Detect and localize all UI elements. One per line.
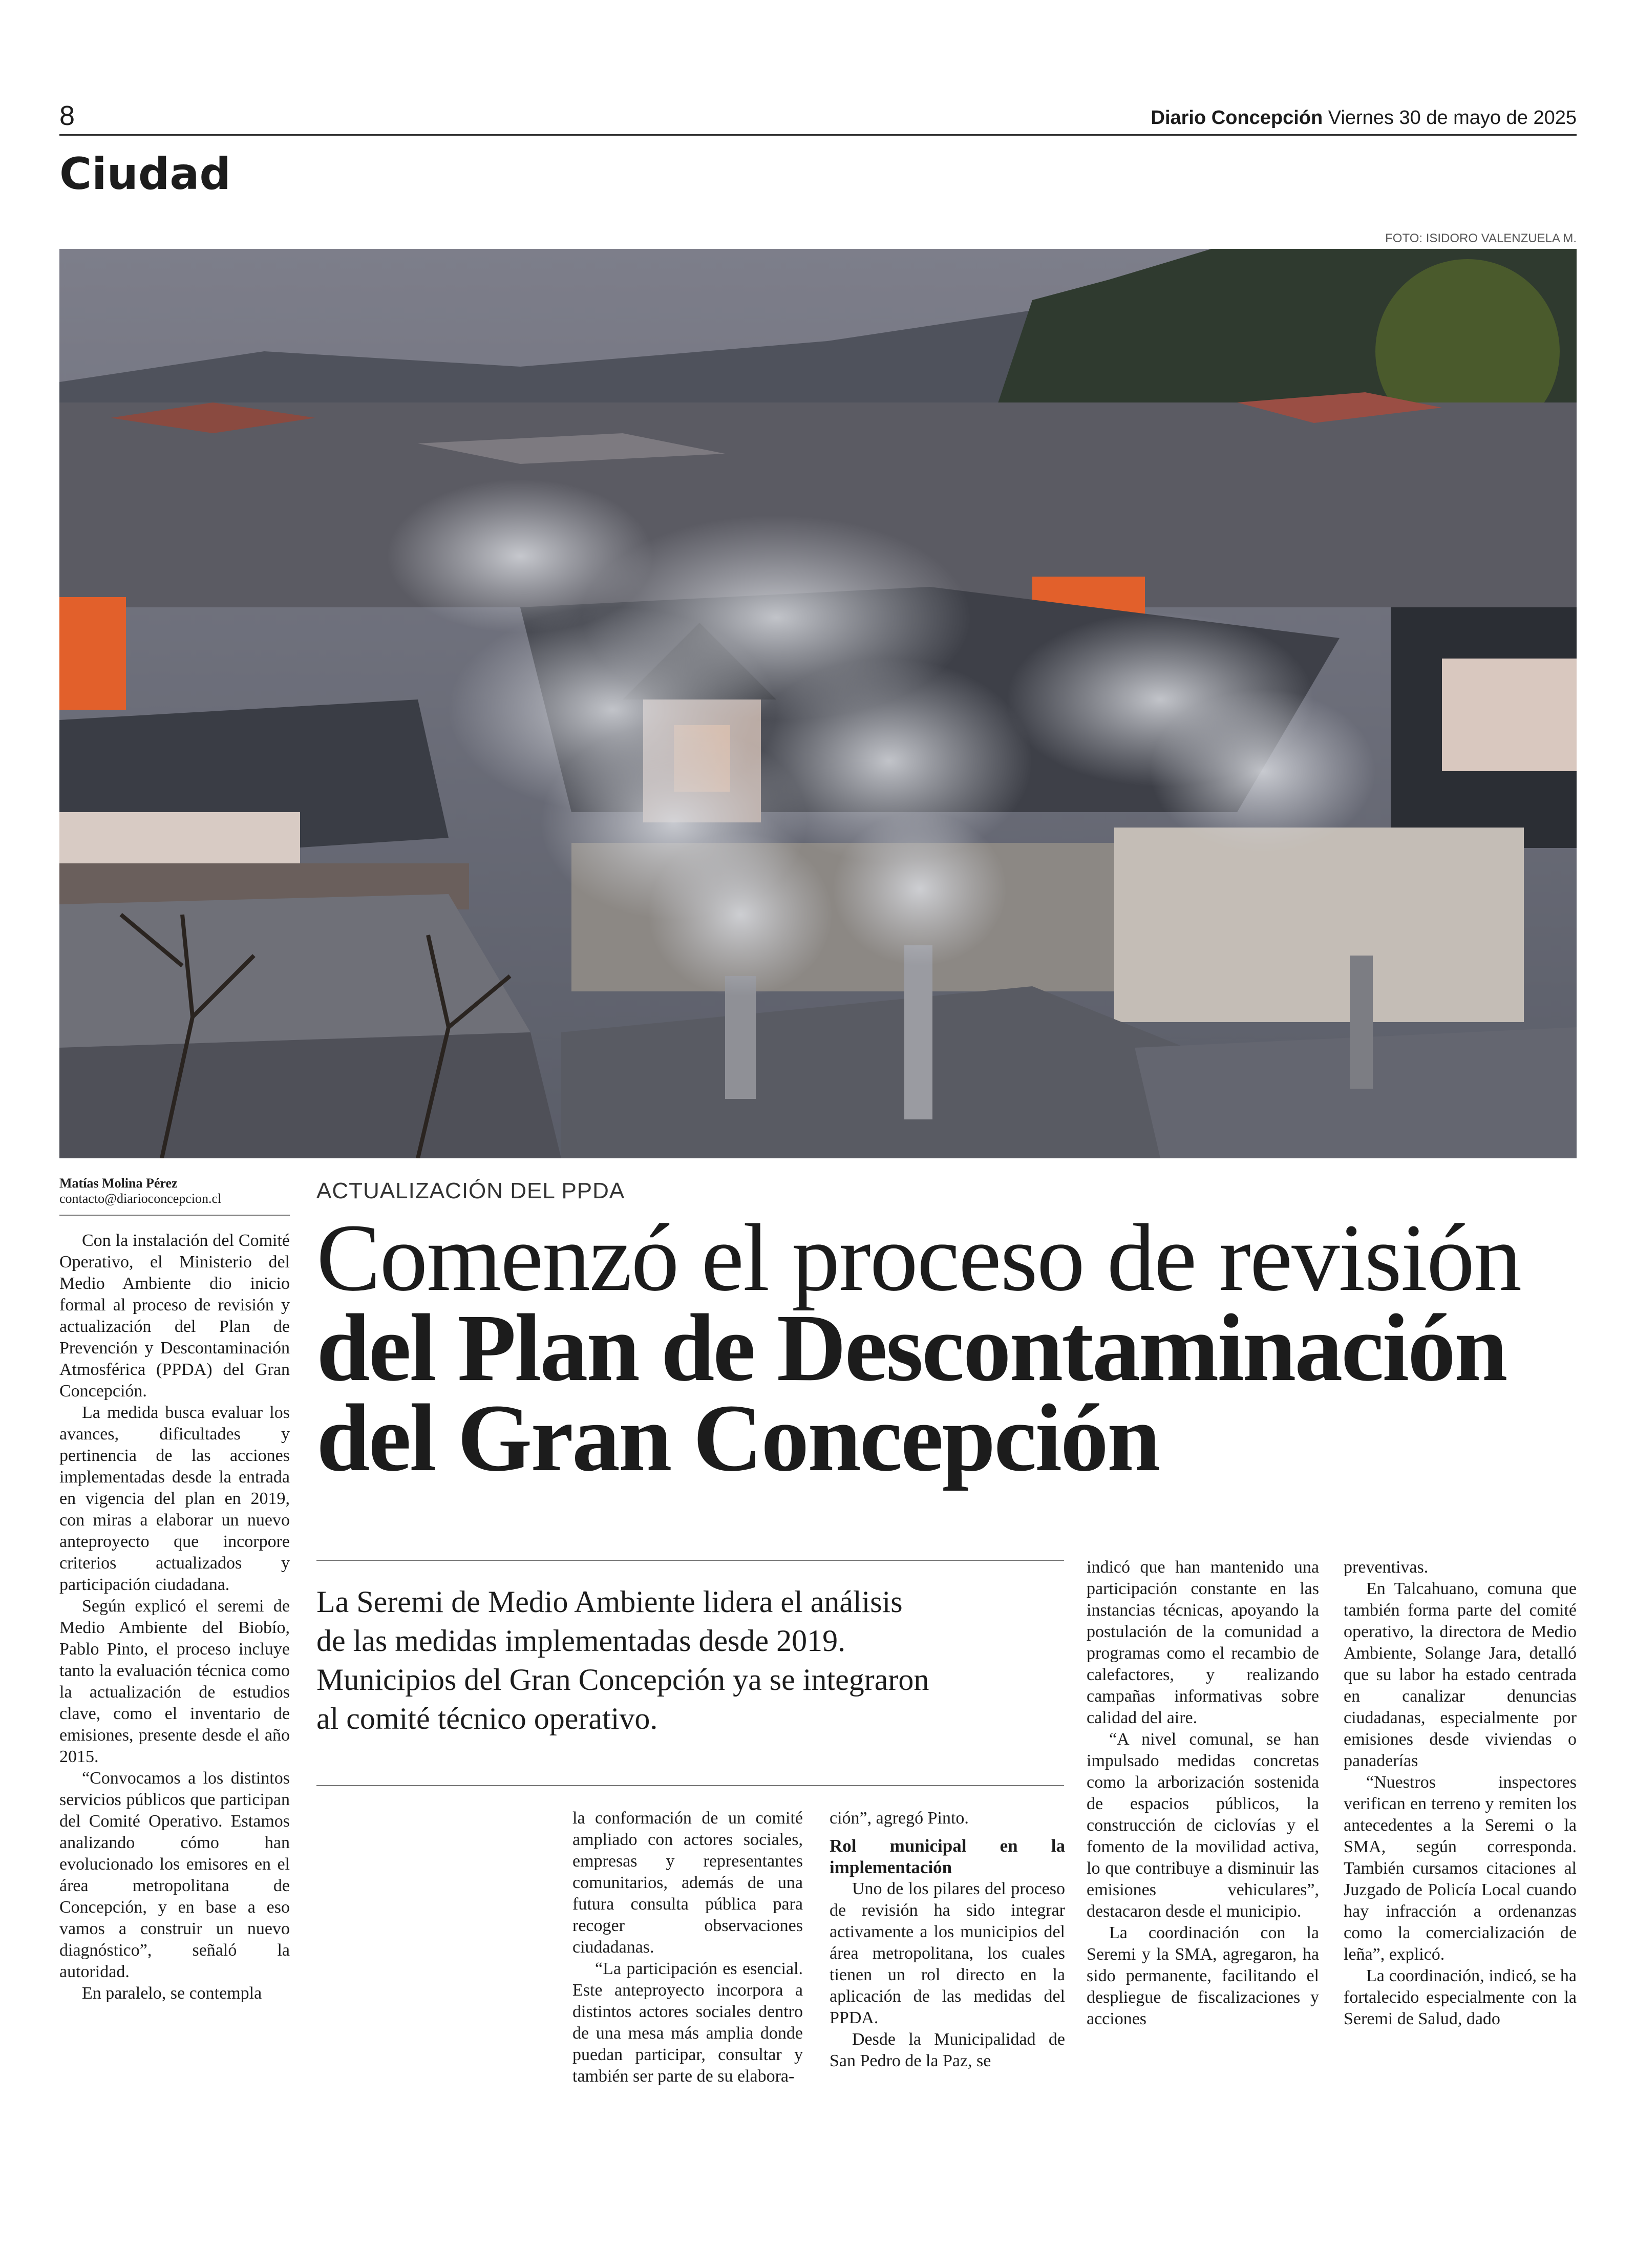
deck-divider (316, 1785, 1064, 1786)
author-name: Matías Molina Pérez (59, 1176, 178, 1191)
byline-divider (59, 1215, 290, 1216)
paragraph: “La participación es esencial. Este anteproyecto incorpora a distintos actores sociales dentro de una mesa más amplia donde puedan participar, consultar y también ser parte de su elabora- (572, 1959, 803, 2086)
paragraph: Desde la Municipalidad de San Pedro de la Paz, se (830, 2030, 1065, 2070)
header-divider (59, 134, 1577, 136)
article-kicker: ACTUALIZACIÓN DEL PPDA (316, 1178, 625, 1203)
paragraph: “Convocamos a los distintos servicios públicos que participan del Comité Operativo. Estamos analizando cómo han evolucionado los emisores en el área metropolitana de Concepción, y en base a eso vamos a construir un nuevo diagnóstico”, señaló la autoridad. (59, 1769, 290, 1981)
headline-line-3: del Gran Concepción (316, 1384, 1159, 1491)
photo-credit: FOTO: ISIDORO VALENZUELA M. (1385, 231, 1577, 245)
section-title: Ciudad (59, 149, 231, 200)
paragraph: En Talcahuano, comuna que también forma parte del comité operativo, la directora de Medio Ambiente, Solange Jara, detalló que su labor ha estado centrada en canalizar denuncias ciudadanas, especialmente por emisiones desde viviendas o panaderías (1344, 1579, 1577, 1770)
headline-line-2: del Plan de Descontaminación (316, 1294, 1506, 1401)
page-header-info (1151, 107, 1577, 129)
paragraph: “Nuestros inspectores verifican en terreno y remiten los antecedentes a la Seremi o la SMA, según corresponda. También cursamos citaciones al Juzgado de Policía Local cuando hay infracción a ordenanzas como la comercialización de leña”, explicó. (1344, 1773, 1577, 1964)
paragraph: ción”, agregó Pinto. (830, 1809, 969, 1828)
paragraph: Con la instalación del Comité Operativo, el Ministerio del Medio Ambiente dio inicio formal al proceso de revisión y actualización del Plan de Prevención y Descontaminación Atmosférica (PPDA) del Gran Concepción. (59, 1231, 290, 1401)
paragraph: “A nivel comunal, se han impulsado medidas concretas como la arborización sostenida de espacios públicos, la construcción de ciclovías y el fomento de la movilidad activa, lo que contribuye a disminuir las emisiones vehiculares”, destacaron desde el municipio. (1087, 1730, 1319, 1921)
paragraph: Uno de los pilares del proceso de revisión ha sido integrar activamente a los municipios del área metropolitana, los cuales tienen un rol directo en la aplicación de las medidas del PPDA. (830, 1879, 1065, 2027)
paragraph: La coordinación, indicó, se ha fortalecido especialmente con la Seremi de Salud, dado (1344, 1966, 1577, 2028)
body-column-3 (830, 1808, 1065, 2072)
article-deck: La Seremi de Medio Ambiente lidera el análisis de las medidas implementadas desde 2019. Municipios del Gran Concepción ya se integraron al comité técnico operativo. (316, 1585, 929, 1735)
hero-photo (59, 249, 1577, 1158)
paragraph: la conformación de un comité ampliado con actores sociales, empresas y representantes comunitarios, además de una futura consulta pública para recoger observaciones ciudadanas. (572, 1809, 803, 1957)
smoke-rooftops-illustration (59, 249, 1577, 1158)
author-email: contacto@diarioconcepcion.cl (59, 1191, 222, 1206)
body-column-4 (1087, 1557, 1319, 2030)
paragraph: preventivas. (1344, 1558, 1429, 1577)
paragraph: Según explicó el seremi de Medio Ambiente del Biobío, Pablo Pinto, el proceso incluye tanto la evaluación técnica como la actualización de estudios clave, como el inventario de emisiones, presente desde el año 2015. (59, 1597, 290, 1766)
byline (59, 1176, 290, 1206)
body-column-2 (572, 1808, 803, 2087)
body-column-5 (1344, 1557, 1577, 2030)
body-column-1 (59, 1230, 290, 2004)
subheading: Rol municipal en la implementación (830, 1836, 1065, 1877)
page-number: 8 (59, 100, 75, 131)
paragraph: La coordinación con la Seremi y la SMA, agregaron, ha sido permanente, facilitando el despliegue de fiscalizaciones y acciones (1087, 1923, 1319, 2028)
newspaper-name: Diario Concepción (1151, 107, 1323, 129)
headline-line-1: Comenzó el proceso de revisión (316, 1204, 1521, 1311)
paragraph: La medida busca evaluar los avances, dificultades y pertinencia de las acciones implementadas desde la entrada en vigencia del plan en 2019, con miras a elaborar un nuevo anteproyecto que incorpore criterios actualizados y participación ciudadana. (59, 1403, 290, 1594)
headline-divider (316, 1560, 1064, 1561)
article-headline (316, 1204, 1597, 1491)
paragraph: indicó que han mantenido una participación constante en las instancias técnicas, apoyando la postulación de la comunidad a programas como el recambio de calefactores, y realizando campañas informativas sobre calidad del aire. (1087, 1558, 1319, 1727)
issue-date: Viernes 30 de mayo de 2025 (1328, 107, 1577, 129)
paragraph: En paralelo, se contempla (82, 1984, 262, 2003)
